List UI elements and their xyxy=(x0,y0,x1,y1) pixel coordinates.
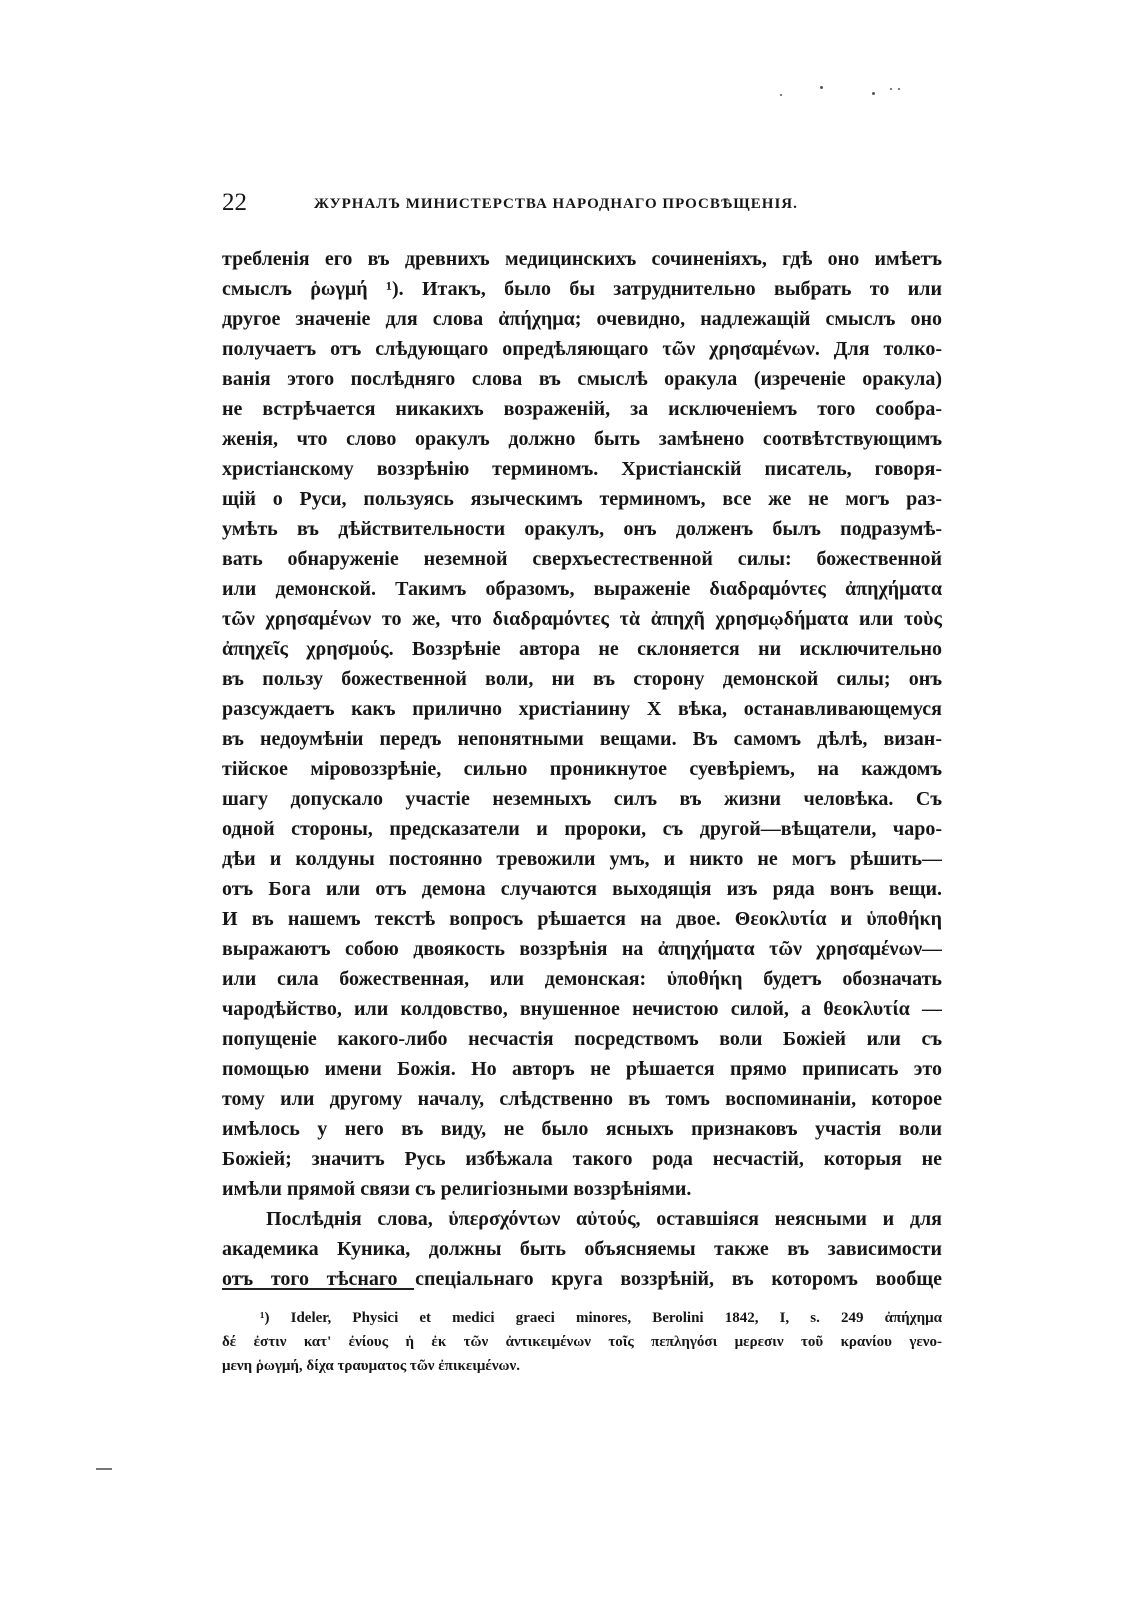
text-line: христіанскому воззрѣнію терминомъ. Христіанскій писатель, говоря- xyxy=(222,458,942,480)
text-line: И въ нашемъ текстѣ вопросъ рѣшается на двое. Θεοκλυτία и ὑποθήκη xyxy=(222,908,942,930)
text-line: помощью имени Божія. Но авторъ не рѣшается прямо приписать это xyxy=(222,1058,942,1080)
text-line: получаетъ отъ слѣдующаго опредѣляющаго τῶν χρησαμένων. Для толко- xyxy=(222,338,942,360)
text-line: въ недоумѣніи передъ непонятными вещами. Въ самомъ дѣлѣ, визан- xyxy=(222,728,942,750)
text-line: тому или другому началу, слѣдственно въ томъ воспоминаніи, которое xyxy=(222,1088,942,1110)
text-line: отъ того тѣснаго спеціальнаго круга воззрѣній, въ которомъ вообще xyxy=(222,1268,942,1290)
running-head: ЖУРНАЛЪ МИНИСТЕРСТВА НАРОДНАГО ПРОСВѢЩЕНІЯ. xyxy=(314,196,798,212)
page-number: 22 xyxy=(222,189,247,216)
text-line: или демонской. Такимъ образомъ, выраженіе διαδραμόντες ἀπηχήματα xyxy=(222,578,942,600)
scan-speck xyxy=(872,92,875,95)
margin-mark xyxy=(96,1468,112,1470)
footnote xyxy=(222,1306,942,1378)
text-line: или сила божественная, или демонская: ὑποθήκη будетъ обозначать xyxy=(222,968,942,990)
text-line: вать обнаруженіе неземной сверхъестественной силы: божественной xyxy=(222,548,942,570)
text-line: одной стороны, предсказатели и пророки, съ другой—вѣщатели, чаро- xyxy=(222,818,942,840)
text-line: не встрѣчается никакихъ возраженій, за исключеніемъ того сообра- xyxy=(222,398,942,420)
scan-speck xyxy=(890,88,892,90)
text-line: Божіей; значитъ Русь избѣжала такого рода несчастій, которыя не xyxy=(222,1148,942,1170)
scan-speck xyxy=(780,94,782,96)
text-line: чародѣйство, или колдовство, внушенное нечистою силой, а θεοκλυτία — xyxy=(222,998,942,1020)
body-text xyxy=(222,244,942,1294)
text-line: попущеніе какого-либо несчастія посредствомъ воли Божіей или съ xyxy=(222,1028,942,1050)
text-line: выражаютъ собою двоякость воззрѣнія на ἀπηχήματα τῶν χρησαμένων— xyxy=(222,938,942,960)
text-line: въ пользу божественной воли, ни въ сторону демонской силы; онъ xyxy=(222,668,942,690)
text-line: тійское міровоззрѣніе, сильно проникнутое суевѣріемъ, на каждомъ xyxy=(222,758,942,780)
footnote-line: ¹) Ideler, Physici et medici graeci minores, Berolini 1842, I, s. 249 ἀπήχημα xyxy=(260,1310,942,1326)
scan-speck xyxy=(820,86,823,89)
text-line: щій о Руси, пользуясь языческимъ терминомъ, все же не могъ раз- xyxy=(222,488,942,510)
text-line: ванія этого послѣдняго слова въ смыслѣ оракула (изреченіе оракула) xyxy=(222,368,942,390)
text-line: отъ Бога или отъ демона случаются выходящія изъ ряда вонъ вещи. xyxy=(222,878,942,900)
footnote-separator xyxy=(222,1288,414,1290)
page-header xyxy=(222,188,842,222)
text-line: другое значеніе для слова ἀπήχημα; очевидно, надлежащій смыслъ оно xyxy=(222,308,942,330)
text-line: умѣть въ дѣйствительности оракулъ, онъ долженъ былъ подразумѣ- xyxy=(222,518,942,540)
text-line: академика Куника, должны быть объясняемы также въ зависимости xyxy=(222,1238,942,1260)
text-line: требленія его въ древнихъ медицинскихъ сочиненіяхъ, гдѣ оно имѣетъ xyxy=(222,248,942,270)
text-line: ἀπηχεῖς χρησμούς. Воззрѣніе автора не склоняется ни исключительно xyxy=(222,638,942,660)
footnote-line: δέ ἐστιν κατ' ἐνίους ἡ ἐκ τῶν ἀντικειμένων τοῖς πεπληγόσι μερεσιν τοῦ κρανίου γενο- xyxy=(222,1334,942,1350)
text-line: шагу допускало участіе неземныхъ силъ въ жизни человѣка. Съ xyxy=(222,788,942,810)
scan-speck xyxy=(898,88,900,90)
footnote-line: μενη ῥωγμή, δίχα τραυματος τῶν ἐπικειμένων. xyxy=(222,1358,520,1374)
scan-specks xyxy=(780,82,940,102)
paragraph-first-line: Послѣднія слова, ὑπερσχόντων αὐτούς, оставшіяся неясными и для xyxy=(266,1208,942,1230)
text-line: смыслъ ῥωγμή ¹). Итакъ, было бы затруднительно выбрать то или xyxy=(222,278,942,300)
text-line: дѣи и колдуны постоянно тревожили умъ, и никто не могъ рѣшить— xyxy=(222,848,942,870)
text-line: τῶν χρησαμένων то же, что διαδραμόντες τὰ ἀπηχῆ χρησμῳδήματα или τοὺς xyxy=(222,608,942,630)
text-line: имѣли прямой связи съ религіозными воззрѣніями. xyxy=(222,1178,692,1200)
text-line: женія, что слово оракулъ должно быть замѣнено соотвѣтствующимъ xyxy=(222,428,942,450)
text-line: имѣлось у него въ виду, не было ясныхъ признаковъ участія воли xyxy=(222,1118,942,1140)
text-line: разсуждаетъ какъ прилично христіанину X вѣка, останавливающемуся xyxy=(222,698,942,720)
